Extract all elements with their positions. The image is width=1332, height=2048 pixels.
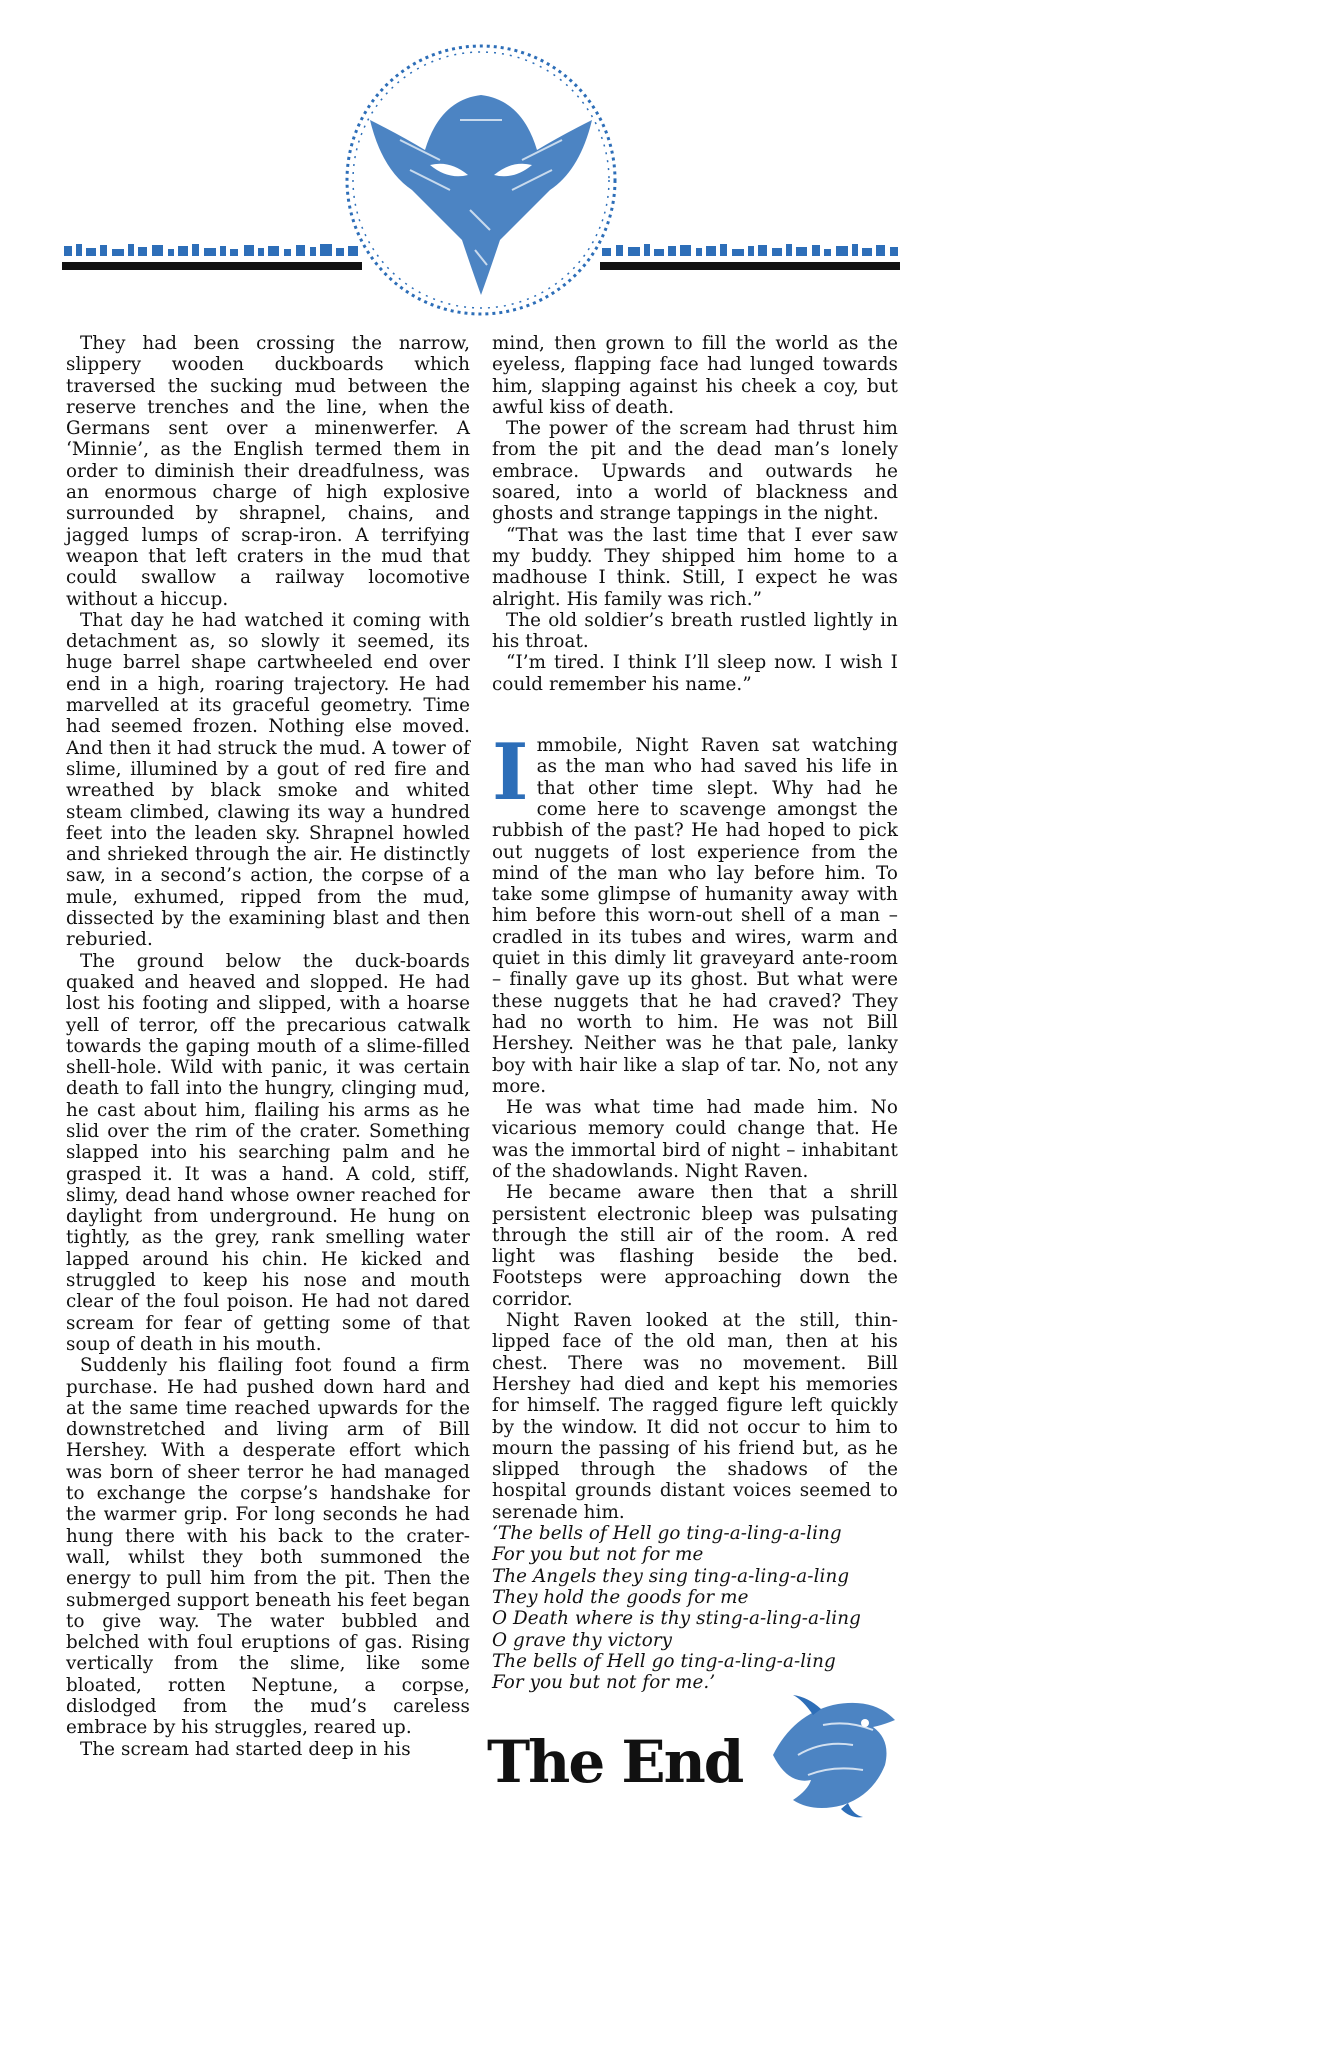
header-emblem: [62, 40, 900, 320]
poem-line: For you but not for me: [492, 1544, 704, 1566]
poem-line: ‘The bells of Hell go ting-a-ling-a-ling: [492, 1523, 842, 1545]
right-paragraph-5: “I’m tired. I think I’ll sleep now. I wish I could remember his name.”: [492, 652, 898, 695]
raven-emblem-icon: [330, 40, 632, 320]
poem-line: They hold the goods for me: [492, 1586, 749, 1608]
left-paragraph-3: The ground below the duck-boards quaked and heaved and slopped. He had lost his footing and slipped, with a hoarse yell of terror, off the precarious catwalk towards the gaping mouth of a slime-filled shell-hole. Wild with panic, it was certain death to fall into the hungry, clinging mud, he cast about him, flailing his arms as he slid over the rim of the crater. Something slapped into his searching palm and he grasped it. It was a hand. A cold, stiff, slimy, dead hand whose owner reached for daylight from underground. He hung on tightly, as the grey, rank smelling water lapped around his chin. He kicked and struggled to keep his nose and mouth clear of the foul poison. He had not dared scream for fear of getting some of that soup of death in his mouth.: [66, 950, 470, 1355]
poem-line: O grave thy victory: [492, 1629, 673, 1651]
left-paragraph-5: The scream had started deep in his: [80, 1738, 411, 1760]
right-paragraph-2: The power of the scream had thrust him from the pit and the dead man’s lonely embrace. Upwards and outwards he soared, into a world of blackness and ghosts and strange tappings in the night.: [492, 418, 898, 525]
poem: [492, 1523, 898, 1693]
header-rule-left: [62, 262, 362, 270]
dropcap-paragraph-text: mmobile, Night Raven sat watching as the man who had saved his life in that other time slept. Why had he come here to scavenge amongst the rubbish of the past? He had hoped to pick out nuggets of lost experience from the mind of the man who lay before him. To take some glimpse of humanity away with him before this worn-out shell of a man – cradled in its tubes and wires, warm and quiet in this dimly lit graveyard ante-room – finally gave up its ghost. But what were these nuggets that he had craved? They had no worth to him. He was not Bill Hershey. Neither was he that pale, lanky boy with hair like a slap of tar. No, not any more.: [492, 735, 898, 1097]
speckle-band-left: [62, 240, 362, 260]
the-end-title: The End: [487, 1728, 743, 1796]
right-paragraph-7: He became aware then that a shrill persistent electronic bleep was pulsating through the still air of the room. A red light was flashing beside the bed. Footsteps were approaching down the corridor.: [492, 1182, 898, 1310]
raven-bird-icon: [753, 1685, 903, 1820]
poem-line: For you but not for me.’: [492, 1672, 716, 1694]
left-paragraph-4: Suddenly his flailing foot found a firm purchase. He had pushed down hard and at the same time reached upwards for the downstretched and living arm of Bill Hershey. With a desperate effort which was born of sheer terror he had managed to exchange the corpse’s handshake for the warmer grip. For long seconds he had hung there with his back to the crater-wall, whilst they both summoned the energy to pull him from the pit. Then the submerged support beneath his feet began to give way. The water bubbled and belched with foul eruptions of gas. Rising vertically from the slime, like some bloated, rotten Neptune, a corpse, dislodged from the mud’s careless embrace by his struggles, reared up.: [66, 1355, 470, 1739]
poem-line: O Death where is thy sting-a-ling-a-ling: [492, 1608, 861, 1630]
right-paragraph-4: The old soldier’s breath rustled lightly in his throat.: [492, 609, 898, 653]
speckle-band-right: [600, 240, 900, 260]
right-paragraph-6: He was what time had made him. No vicarious memory could change that. He was the immortal bird of night – inhabitant of the shadowlands. Night Raven.: [492, 1097, 898, 1182]
right-paragraph-3: “That was the last time that I ever saw my buddy. They shipped him home to a madhouse I think. Still, I expect he was alright. His family was rich.”: [492, 524, 898, 610]
poem-line: The Angels they sing ting-a-ling-a-ling: [492, 1565, 850, 1587]
left-paragraph-1: They had been crossing the narrow, slippery wooden duckboards which traversed the sucking mud between the reserve trenches and the line, when the Germans sent over a minenwerfer. A ‘Minnie’, as the English termed them in order to diminish their dreadfulness, was an enormous charge of high explosive surrounded by shrapnel, chains, and jagged lumps of scrap-iron. A terrifying weapon that left craters in the mud that could swallow a railway locomotive without a hiccup.: [66, 333, 470, 610]
dropcap-paragraph: [492, 727, 898, 1097]
right-column: [492, 333, 898, 1693]
left-column: [66, 333, 470, 1760]
right-paragraph-8: Night Raven looked at the still, thin-lipped face of the old man, then at his chest. There was no movement. Bill Hershey had died and kept his memories for himself. The ragged figure left quickly by the window. It did not occur to him to mourn the passing of his friend but, as he slipped through the shadows of the hospital grounds distant voices seemed to serenade him.: [492, 1310, 898, 1523]
section-gap: [492, 695, 898, 735]
left-paragraph-2: That day he had watched it coming with detachment as, so slowly it seemed, its huge barrel shape cartwheeled end over end in a high, roaring trajectory. He had marvelled at its graceful geometry. Time had seemed frozen. Nothing else moved. And then it had struck the mud. A tower of slime, illumined by a gout of red fire and wreathed by black smoke and whited steam climbed, clawing its way a hundred feet into the leaden sky. Shrapnel howled and shrieked through the air. He distinctly saw, in a second’s action, the corpse of a mule, exhumed, ripped from the mud, dissected by the examining blast and then reburied.: [66, 609, 470, 951]
header-rule-right: [600, 262, 900, 270]
the-end-block: [485, 1685, 905, 1820]
dropcap-letter: I: [492, 727, 529, 819]
poem-line: The bells of Hell go ting-a-ling-a-ling: [492, 1650, 836, 1672]
right-paragraph-1: mind, then grown to fill the world as the eyeless, flapping face had lunged towards him, slapping against his cheek a coy, but awful kiss of death.: [492, 333, 898, 418]
